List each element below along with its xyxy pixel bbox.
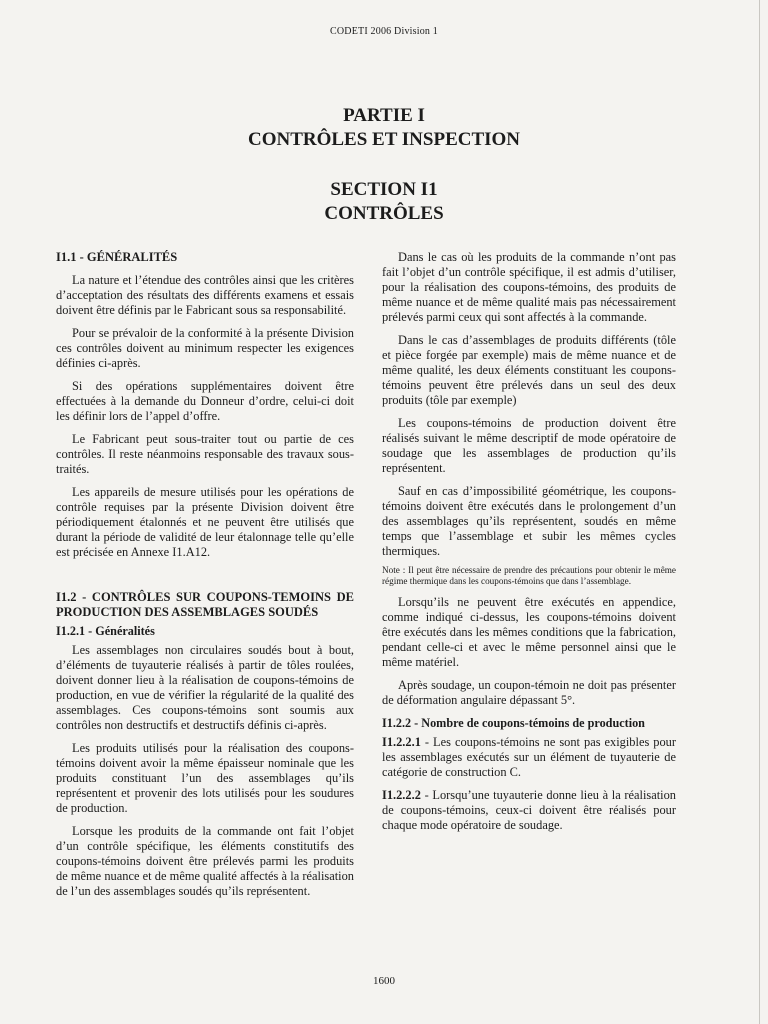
paragraph: La nature et l’étendue des contrôles ainsi que les critères d’acceptation des résultats des différents examens et essais doivent être définis par le Fabricant sous sa responsabilité.	[56, 273, 354, 317]
right-column	[382, 250, 676, 841]
clause-number: I1.2.2.2	[382, 788, 421, 802]
clause-text: - Les coupons-témoins ne sont pas exigibles pour les assemblages exécutés sur un élément de tuyauterie de catégorie de construction C.	[382, 735, 676, 779]
paragraph: Si des opérations supplémentaires doivent être effectuées à la demande du Donneur d’ordre, celui-ci doit les définir lors de l’appel d’offre.	[56, 379, 354, 423]
paragraph: Pour se prévaloir de la conformité à la présente Division ces contrôles doivent au minimum respecter les exigences définies ci-après.	[56, 326, 354, 370]
part-title: CONTRÔLES ET INSPECTION	[247, 129, 521, 150]
running-header: CODETI 2006 Division 1	[329, 26, 438, 37]
paragraph: Après soudage, un coupon-témoin ne doit pas présenter de déformation angulaire dépassant 5°.	[382, 678, 676, 707]
paragraph: Les produits utilisés pour la réalisation des coupons-témoins doivent avoir la même épaisseur nominale que les produits constituant l’un des assemblages qu’ils représentent et provenir des lots utilisés pour les soudures de production.	[56, 741, 354, 815]
numbered-paragraph	[382, 735, 676, 780]
clause-text: - Lorsqu’une tuyauterie donne lieu à la réalisation de coupons-témoins, ceux-ci doivent être réalisés pour chaque mode opératoire de soudage.	[382, 788, 676, 832]
paragraph: Dans le cas où les produits de la commande n’ont pas fait l’objet d’un contrôle spécifique, il est admis d’utiliser, pour la réalisation des coupons-témoins, des produits de même nuance et de même qualité mais pas nécessairement prélevés parmi ceux qui sont affectés à la commande.	[382, 250, 676, 324]
paragraph: Les appareils de mesure utilisés pour les opérations de contrôle requises par la présente Division doivent être périodiquement étalonnés et ne peuvent être utilisés que durant la période de validité de leur étalonnage telle qu’elle est précisée en Annexe I1.A12.	[56, 485, 354, 559]
part-label: PARTIE I	[343, 105, 425, 126]
heading-generalites: I1.1 - GÉNÉRALITÉS	[56, 250, 178, 264]
paragraph: Sauf en cas d’impossibilité géométrique, les coupons-témoins doivent être exécutés dans le prolongement d’un des assemblages qu’ils représentent, soudés en même temps que l’assemblage et subir les mêmes cycles thermiques.	[382, 484, 676, 558]
section-label: SECTION I1	[330, 179, 438, 200]
left-column	[56, 250, 354, 907]
paragraph: Lorsque les produits de la commande ont fait l’objet d’un contrôle spécifique, les éléments constitutifs des coupons-témoins doivent être prélevés parmi les produits de même nuance et de même qualité affectés à la réalisation de l’un des assemblages soudés qu’ils représentent.	[56, 824, 354, 898]
title-block	[0, 104, 768, 226]
note: Note : Il peut être nécessaire de prendre des précautions pour obtenir le même régime thermique dans les coupons-témoins que dans l’assemblage.	[382, 565, 676, 586]
section-title: CONTRÔLES	[324, 203, 444, 224]
part-heading	[0, 104, 768, 152]
paragraph: Le Fabricant peut sous-traiter tout ou partie de ces contrôles. Il reste néanmoins responsable des travaux sous-traités.	[56, 432, 354, 476]
paragraph: Les assemblages non circulaires soudés bout à bout, d’éléments de tuyauterie réalisés à partir de tôles roulées, doivent donner lieu à la réalisation de coupons-témoins de production, en vue de vérifier la régularité de la qualité des assemblages. Ces coupons-témoins sont soumis aux contrôles non destructifs et destructifs définis ci-après.	[56, 643, 354, 732]
page-number: 1600	[373, 975, 395, 987]
clause-number: I1.2.2.1	[382, 735, 421, 749]
subheading-generalites: I1.2.1 - Généralités	[56, 624, 155, 638]
section-heading	[0, 178, 768, 226]
paragraph: Les coupons-témoins de production doivent être réalisés suivant le même descriptif de mode opératoire de soudage que les assemblages de production qu’ils représentent.	[382, 416, 676, 475]
subheading-nombre-coupons: I1.2.2 - Nombre de coupons-témoins de production	[382, 716, 645, 730]
paragraph: Lorsqu’ils ne peuvent être exécutés en appendice, comme indiqué ci-dessus, les coupons-témoins doivent être exécutés dans les mêmes conditions que la fabrication, pendant celle-ci et avec le même personnel ainsi que le même matériel.	[382, 595, 676, 669]
heading-controles-coupons: I1.2 - CONTRÔLES SUR COUPONS-TEMOINS DE PRODUCTION DES ASSEMBLAGES SOUDÉS	[56, 590, 354, 619]
paragraph: Dans le cas d’assemblages de produits différents (tôle et pièce forgée par exemple) mais de même nuance et de même qualité, les deux éléments constituant les coupons-témoins peuvent être prélevés dans un seul des deux produits (tôle par exemple)	[382, 333, 676, 407]
numbered-paragraph	[382, 788, 676, 833]
